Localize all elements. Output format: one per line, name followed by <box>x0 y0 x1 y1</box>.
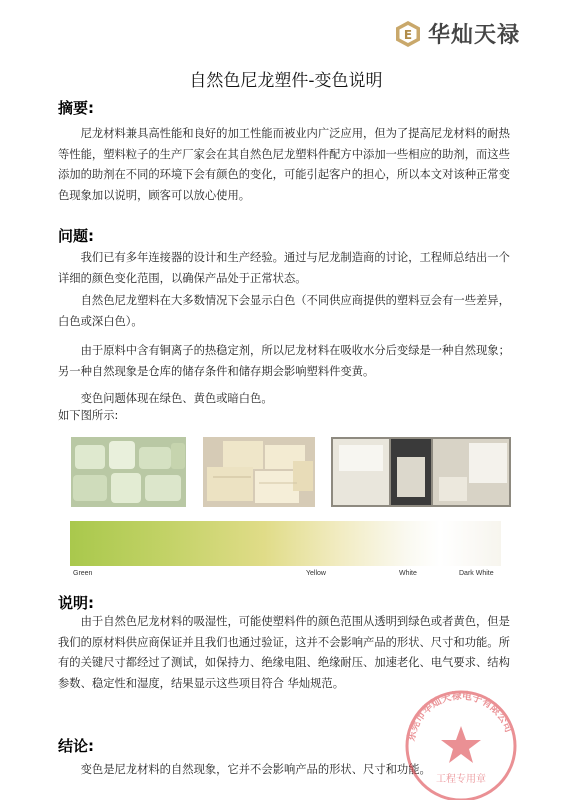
section-heading-problem: 问题: <box>58 227 94 245</box>
problem-paragraph-4: 变色问题体现在绿色、黄色或暗白色。 <box>80 392 273 405</box>
summary-paragraph: 尼龙材料兼具高性能和良好的加工性能而被业内广泛应用，但为了提高尼龙材料的耐热等性能，塑料粒子的生产厂家会在其自然色尼龙塑料件配方中添加一些相应的助剂，而这些添加的助剂在不同的环境下会有颜色的变化，可能引起客户的担心，所以本文对该种正常变色现象加以说明，顾客可以放心使用。 <box>58 127 510 202</box>
section-heading-summary: 摘要: <box>58 99 94 117</box>
green-parts-photo <box>71 437 186 507</box>
company-logo <box>394 18 520 49</box>
color-label-white: White <box>399 570 417 577</box>
color-label-green: Green <box>73 570 93 577</box>
white-parts-photo <box>331 437 511 507</box>
problem-paragraph-2: 自然色尼龙塑料在大多数情况下会显示白色（不同供应商提供的塑料豆会有一些差异，白色或深白色）。 <box>58 294 510 328</box>
conclusion-paragraph: 变色是尼龙材料的自然现象，它并不会影响产品的形状、尺寸和功能。 <box>80 763 431 776</box>
color-label-yellow: Yellow <box>306 570 326 577</box>
section-heading-explanation: 说明: <box>58 594 94 612</box>
problem-paragraph-3: 由于原料中含有铜离子的热稳定剂，所以尼龙材料在吸收水分后变绿是一种自然现象；另一种自然现象是仓库的储存条件和储存期会影响塑料件变黄。 <box>58 344 510 378</box>
company-seal-stamp <box>398 688 524 800</box>
explanation-paragraph: 由于自然色尼龙材料的吸湿性，可能使塑料件的颜色范围从透明到绿色或者黄色，但是我们的原材料供应商保证并且我们也通过验证，这并不会影响产品的形状、尺寸和功能。所有的关键尺寸都经过了测试，如保持力、绝缘电阻、绝缘耐压、加速老化、电气要求、结构参数、稳定性和湿度，结果显示这些项目符合 华灿规范。 <box>58 615 510 690</box>
page-title: 自然色尼龙塑件-变色说明 <box>189 71 383 91</box>
color-label-dark-white: Dark White <box>459 570 494 577</box>
brand-hexagon-icon <box>394 20 422 48</box>
problem-paragraph-5: 如下图所示: <box>58 409 119 422</box>
svg-text:E: E <box>403 27 413 42</box>
problem-paragraph-1: 我们已有多年连接器的设计和生产经验。通过与尼龙制造商的讨论，工程师总结出一个详细的颜色变化范围，以确保产品处于正常状态。 <box>58 251 510 285</box>
brand-name: 华灿天禄 <box>427 23 520 48</box>
seal-company-text: 东莞市华灿天禄电子有限公司 <box>406 690 514 743</box>
yellow-parts-photo <box>203 437 315 507</box>
color-scale-bar <box>70 521 501 566</box>
seal-department-text: 工程专用章 <box>436 774 486 785</box>
section-heading-conclusion: 结论: <box>58 737 94 755</box>
